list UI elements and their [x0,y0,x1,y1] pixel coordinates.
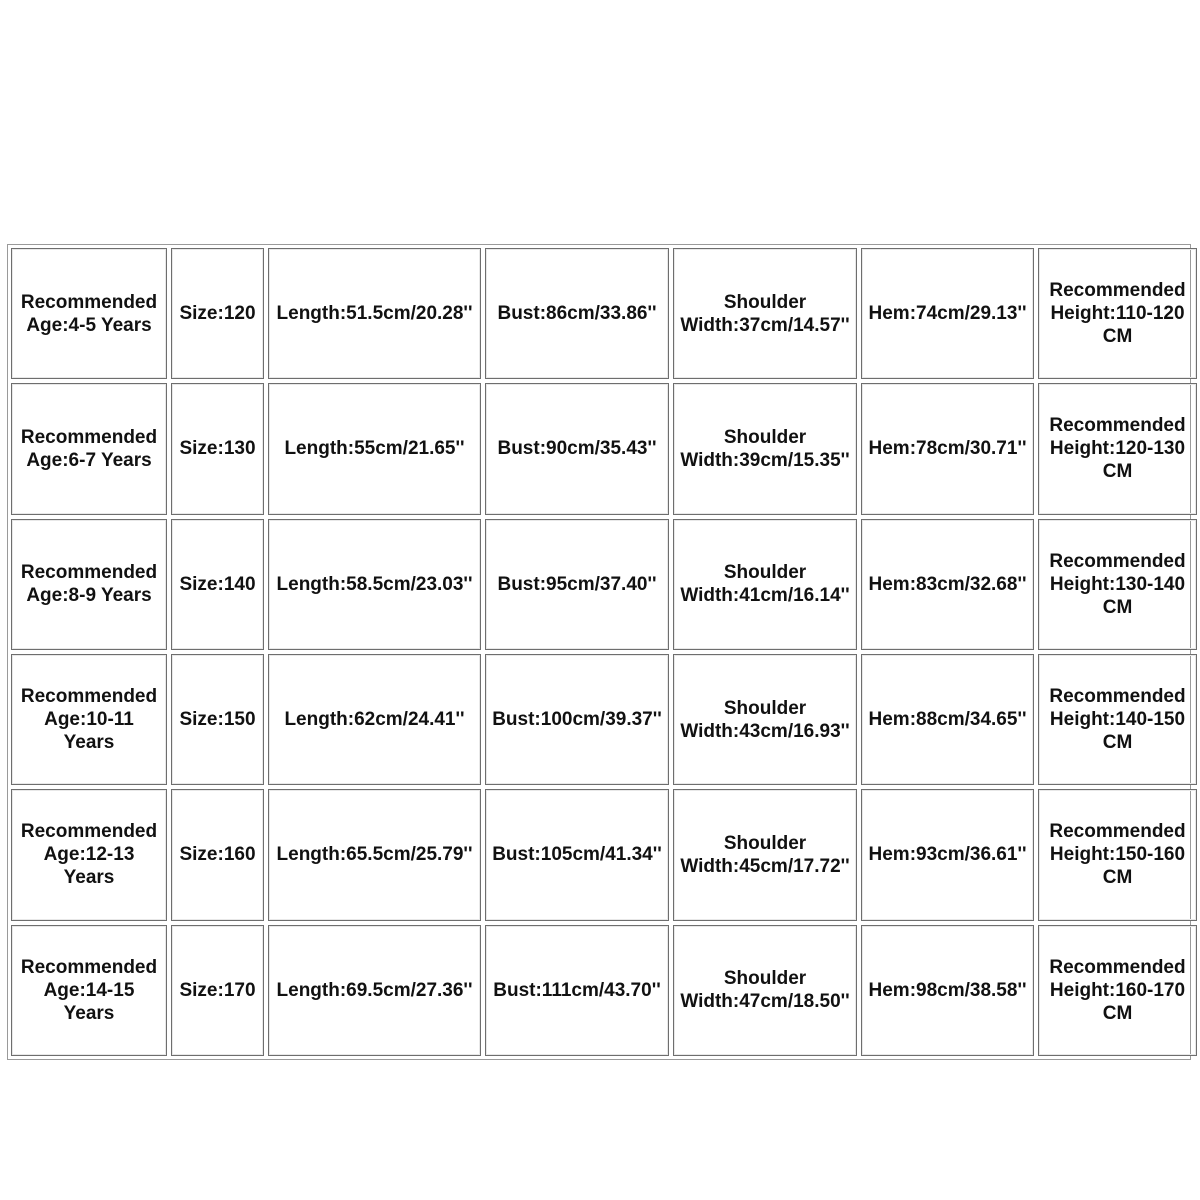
recommended-height-cell: Recommended Height:140-150 CM [1038,654,1197,785]
bust-cell: Bust:105cm/41.34'' [485,789,669,920]
table-row [11,519,1197,650]
length-cell: Length:51.5cm/20.28'' [268,248,481,379]
hem-cell: Hem:78cm/30.71'' [861,383,1034,514]
shoulder-width-cell: Shoulder Width:39cm/15.35'' [673,383,857,514]
bust-cell: Bust:95cm/37.40'' [485,519,669,650]
length-cell: Length:62cm/24.41'' [268,654,481,785]
size-cell: Size:120 [171,248,264,379]
table-row [11,248,1197,379]
hem-cell: Hem:88cm/34.65'' [861,654,1034,785]
hem-cell: Hem:98cm/38.58'' [861,925,1034,1056]
shoulder-width-cell: Shoulder Width:41cm/16.14'' [673,519,857,650]
shoulder-width-cell: Shoulder Width:47cm/18.50'' [673,925,857,1056]
size-chart-table [7,244,1191,1060]
bust-cell: Bust:90cm/35.43'' [485,383,669,514]
hem-cell: Hem:83cm/32.68'' [861,519,1034,650]
table-row [11,789,1197,920]
length-cell: Length:65.5cm/25.79'' [268,789,481,920]
recommended-height-cell: Recommended Height:150-160 CM [1038,789,1197,920]
recommended-height-cell: Recommended Height:110-120 CM [1038,248,1197,379]
recommended-height-cell: Recommended Height:160-170 CM [1038,925,1197,1056]
length-cell: Length:55cm/21.65'' [268,383,481,514]
size-cell: Size:160 [171,789,264,920]
recommended-age-cell: Recommended Age:6-7 Years [11,383,167,514]
recommended-age-cell: Recommended Age:10-11 Years [11,654,167,785]
recommended-height-cell: Recommended Height:120-130 CM [1038,383,1197,514]
size-cell: Size:140 [171,519,264,650]
shoulder-width-cell: Shoulder Width:37cm/14.57'' [673,248,857,379]
hem-cell: Hem:74cm/29.13'' [861,248,1034,379]
table-row [11,383,1197,514]
size-cell: Size:170 [171,925,264,1056]
recommended-height-cell: Recommended Height:130-140 CM [1038,519,1197,650]
bust-cell: Bust:86cm/33.86'' [485,248,669,379]
table-row [11,925,1197,1056]
bust-cell: Bust:111cm/43.70'' [485,925,669,1056]
size-chart-grid [7,244,1200,1060]
length-cell: Length:58.5cm/23.03'' [268,519,481,650]
hem-cell: Hem:93cm/36.61'' [861,789,1034,920]
length-cell: Length:69.5cm/27.36'' [268,925,481,1056]
recommended-age-cell: Recommended Age:12-13 Years [11,789,167,920]
size-cell: Size:150 [171,654,264,785]
shoulder-width-cell: Shoulder Width:43cm/16.93'' [673,654,857,785]
size-cell: Size:130 [171,383,264,514]
table-row [11,654,1197,785]
recommended-age-cell: Recommended Age:14-15 Years [11,925,167,1056]
shoulder-width-cell: Shoulder Width:45cm/17.72'' [673,789,857,920]
recommended-age-cell: Recommended Age:8-9 Years [11,519,167,650]
recommended-age-cell: Recommended Age:4-5 Years [11,248,167,379]
bust-cell: Bust:100cm/39.37'' [485,654,669,785]
